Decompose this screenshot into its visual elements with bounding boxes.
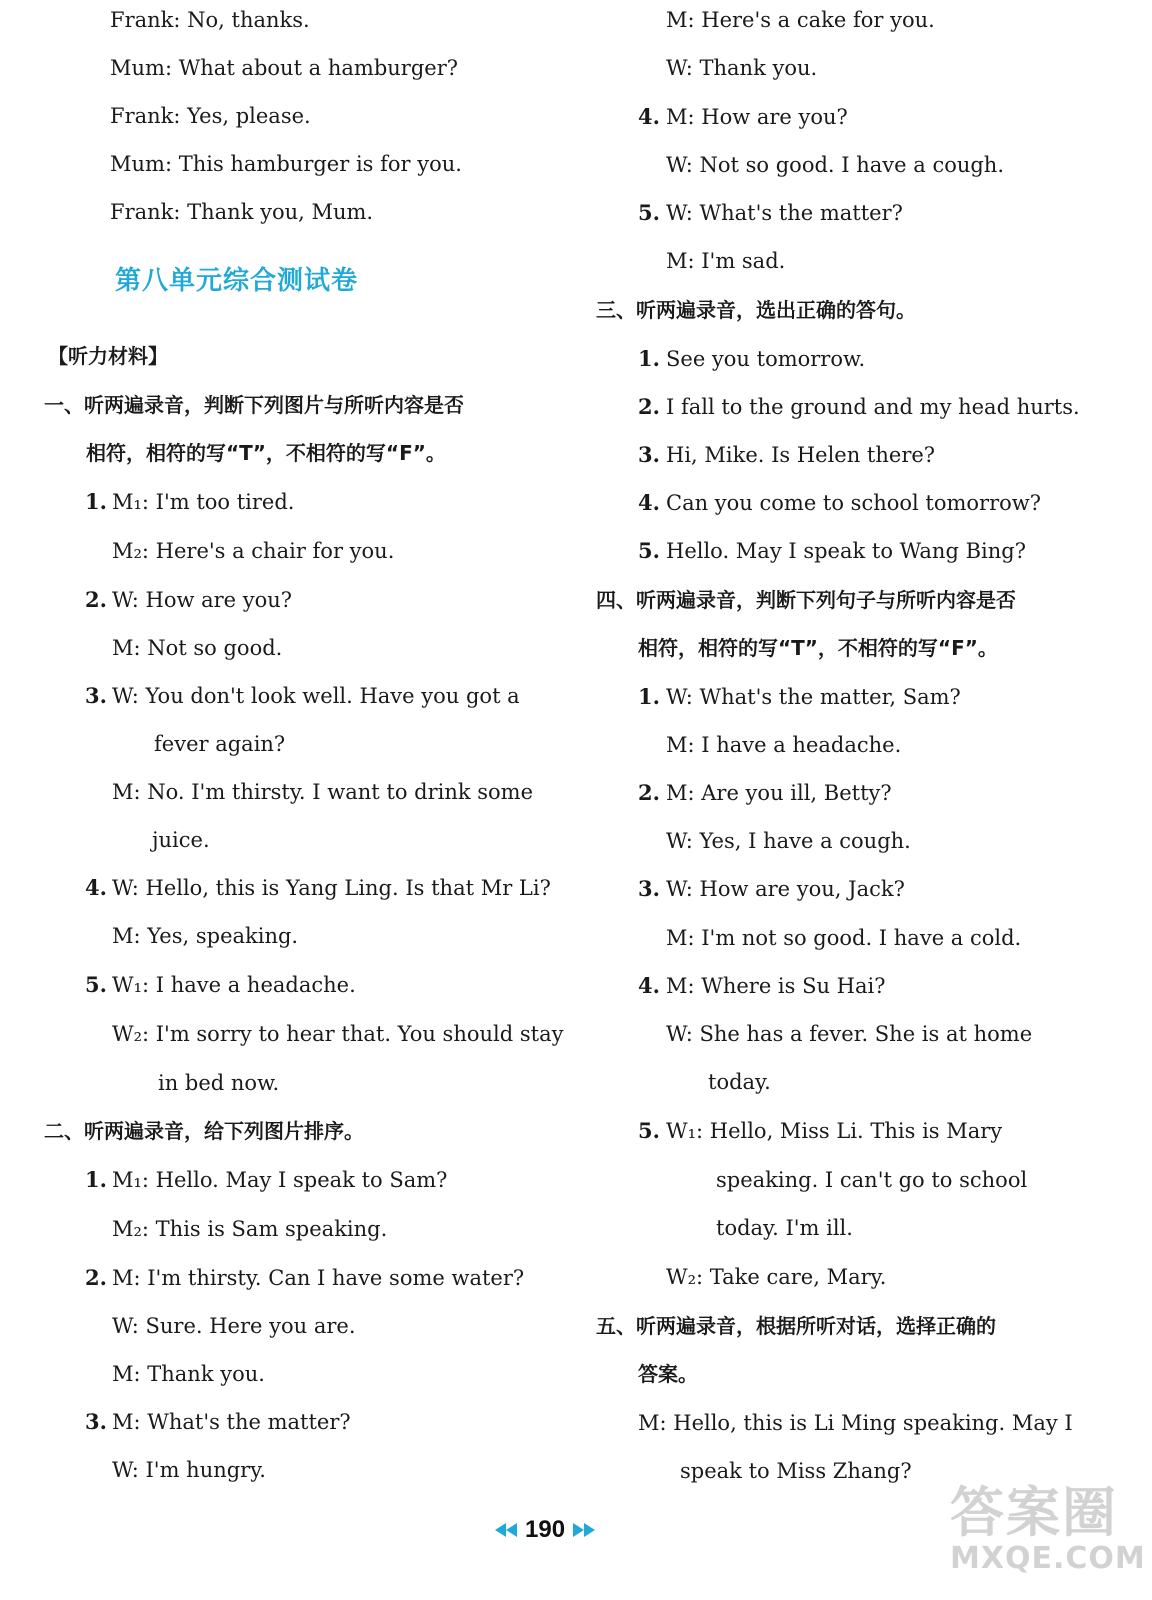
dialogue-line: W: I'm hungry.: [112, 1458, 266, 1482]
dialogue-line: W: How are you?: [112, 588, 293, 612]
watermark-text: 答案圈: [950, 1481, 1118, 1544]
dialogue-line: M: Here's a cake for you.: [666, 8, 935, 32]
dialogue-line: M: I'm thirsty. Can I have some water?: [112, 1266, 525, 1290]
item-number: 3.: [638, 442, 660, 467]
prev-page-icon[interactable]: [495, 1516, 517, 1544]
dialogue-line: W: What's the matter, Sam?: [666, 685, 961, 709]
arrow-right-icon: [573, 1523, 584, 1537]
item-number: 5.: [638, 1118, 660, 1143]
dialogue-line: W: What's the matter?: [666, 201, 903, 225]
section-1-heading: 一、听两遍录音，判断下列图片与所听内容是否: [44, 393, 464, 417]
watermark-logo: [950, 1470, 1146, 1590]
dialogue-line: W: Not so good. I have a cough.: [666, 153, 1005, 177]
listening-label: 【听力材料】: [48, 344, 168, 368]
sentence-line: Can you come to school tomorrow?: [666, 491, 1042, 515]
item-number: 4.: [638, 104, 660, 129]
dialogue-line: W: Sure. Here you are.: [112, 1314, 356, 1338]
dialogue-line: M: I have a headache.: [666, 733, 902, 757]
dialogue-line: in bed now.: [158, 1071, 280, 1095]
dialogue-line: Mum: This hamburger is for you.: [110, 152, 462, 176]
section-3-heading: 三、听两遍录音，选出正确的答句。: [596, 298, 916, 322]
dialogue-line: M: I'm sad.: [666, 249, 786, 273]
item-number: 2.: [85, 1265, 107, 1290]
item-number: 1.: [85, 1167, 107, 1192]
page-number: 190: [525, 1516, 566, 1543]
item-number: 3.: [85, 1409, 107, 1434]
next-page-icon[interactable]: [573, 1516, 595, 1544]
dialogue-line: speaking. I can't go to school: [716, 1168, 1028, 1192]
dialogue-line: W: She has a fever. She is at home: [666, 1022, 1033, 1046]
dialogue-line: W: You don't look well. Have you got a: [112, 684, 520, 708]
dialogue-line: W₁: I have a headache.: [112, 973, 356, 997]
item-number: 5.: [85, 972, 107, 997]
item-number: 5.: [638, 200, 660, 225]
section-4-heading: 四、听两遍录音，判断下列句子与所听内容是否: [596, 588, 1016, 612]
dialogue-line: Frank: Thank you, Mum.: [110, 200, 374, 224]
dialogue-line: M₁: I'm too tired.: [112, 490, 295, 514]
dialogue-line: M₁: Hello. May I speak to Sam?: [112, 1168, 448, 1192]
item-number: 5.: [638, 538, 660, 563]
dialogue-line: M: What's the matter?: [112, 1410, 351, 1434]
dialogue-line: W: Hello, this is Yang Ling. Is that Mr Li?: [112, 876, 551, 900]
section-5-heading-cont: 答案。: [638, 1362, 698, 1386]
section-4-heading-cont: 相符，相符的写“T”，不相符的写“F”。: [638, 636, 998, 660]
item-number: 3.: [85, 683, 107, 708]
dialogue-line: W₁: Hello, Miss Li. This is Mary: [666, 1119, 1003, 1143]
item-number: 4.: [638, 490, 660, 515]
dialogue-line: M: Where is Su Hai?: [666, 974, 886, 998]
dialogue-line: W₂: Take care, Mary.: [666, 1265, 887, 1289]
dialogue-line: juice.: [152, 828, 210, 852]
dialogue-line: M₂: This is Sam speaking.: [112, 1217, 388, 1241]
sentence-line: See you tomorrow.: [666, 347, 866, 371]
dialogue-line: M₂: Here's a chair for you.: [112, 539, 395, 563]
item-number: 2.: [85, 587, 107, 612]
dialogue-line: Frank: No, thanks.: [110, 8, 310, 32]
item-number: 2.: [638, 394, 660, 419]
dialogue-line: M: Thank you.: [112, 1362, 265, 1386]
page-footer: [495, 1512, 595, 1548]
sentence-line: Hello. May I speak to Wang Bing?: [666, 539, 1026, 563]
dialogue-line: M: Are you ill, Betty?: [666, 781, 892, 805]
dialogue-line: M: Not so good.: [112, 636, 283, 660]
dialogue-line: M: No. I'm thirsty. I want to drink some: [112, 780, 534, 804]
dialogue-line: M: How are you?: [666, 105, 848, 129]
section-1-heading-cont: 相符，相符的写“T”，不相符的写“F”。: [86, 441, 446, 465]
item-number: 1.: [638, 684, 660, 709]
dialogue-line: M: I'm not so good. I have a cold.: [666, 926, 1022, 950]
section-2-heading: 二、听两遍录音，给下列图片排序。: [44, 1119, 364, 1143]
dialogue-line: Frank: Yes, please.: [110, 104, 311, 128]
dialogue-line: W: How are you, Jack?: [666, 877, 905, 901]
item-number: 4.: [85, 875, 107, 900]
section-5-heading: 五、听两遍录音，根据所听对话，选择正确的: [596, 1314, 996, 1338]
item-number: 1.: [85, 489, 107, 514]
dialogue-line: W: Thank you.: [666, 56, 818, 80]
dialogue-line: today.: [708, 1070, 771, 1094]
dialogue-line: W₂: I'm sorry to hear that. You should stay: [112, 1022, 564, 1046]
dialogue-line: fever again?: [154, 732, 286, 756]
dialogue-line: M: Hello, this is Li Ming speaking. May I: [638, 1411, 1073, 1435]
arrow-right-icon: [584, 1523, 595, 1537]
sentence-line: I fall to the ground and my head hurts.: [666, 395, 1080, 419]
dialogue-line: Mum: What about a hamburger?: [110, 56, 459, 80]
item-number: 2.: [638, 780, 660, 805]
dialogue-line: today. I'm ill.: [716, 1216, 853, 1240]
arrow-left-icon: [506, 1523, 517, 1537]
arrow-left-icon: [495, 1523, 506, 1537]
sentence-line: Hi, Mike. Is Helen there?: [666, 443, 936, 467]
dialogue-line: M: Yes, speaking.: [112, 924, 299, 948]
dialogue-line: W: Yes, I have a cough.: [666, 829, 911, 853]
watermark-url: MXQE.COM: [950, 1541, 1146, 1576]
item-number: 4.: [638, 973, 660, 998]
item-number: 1.: [638, 346, 660, 371]
unit-title: 第八单元综合测试卷: [115, 266, 359, 296]
dialogue-line: speak to Miss Zhang?: [680, 1459, 912, 1483]
item-number: 3.: [638, 876, 660, 901]
